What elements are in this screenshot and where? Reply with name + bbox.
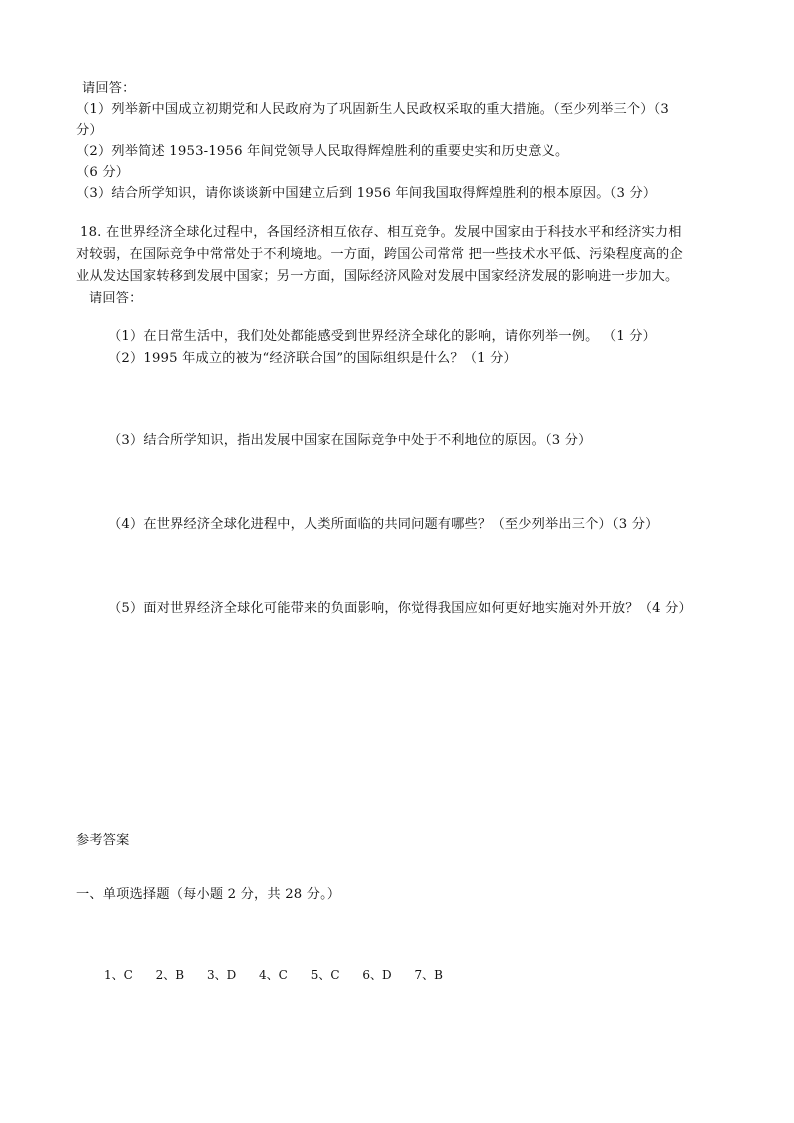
q18-prompt: 请回答： bbox=[89, 291, 143, 306]
q18-stem-line2: 对较弱，在国际竞争中常常处于不利境地。一方面，跨国公司常常 把一些技术水平低、污染程度高的企 bbox=[76, 247, 683, 262]
answer-item: 7、B bbox=[414, 968, 443, 982]
q18-sub4: （4）在世界经济全球化进程中，人类所面临的共同问题有哪些？（至少列举出三个）（3 分） bbox=[108, 517, 659, 532]
q18-sub5: （5）面对世界经济全球化可能带来的负面影响，你觉得我国应如何更好地实施对外开放？（4 分） bbox=[108, 601, 692, 616]
answer-item: 2、B bbox=[155, 968, 185, 982]
q17-sub2-line1: （2）列举简述 1953-1956 年间党领导人民取得辉煌胜利的重要史实和历史意义。 bbox=[76, 144, 569, 159]
q18-sub2: （2）1995 年成立的被为“经济联合国”的国际组织是什么？（1 分） bbox=[108, 351, 517, 366]
q17-sub3: （3）结合所学知识，请你谈谈新中国建立后到 1956 年间我国取得辉煌胜利的根本原因。（3 分） bbox=[76, 186, 657, 201]
answer-item: 4、C bbox=[259, 968, 288, 982]
q18-stem-line3: 业从发达国家转移到发展中国家；另一方面，国际经济风险对发展中国家经济发展的影响进一步加大。 bbox=[76, 269, 679, 284]
answer-item: 1、C bbox=[104, 968, 133, 982]
q17-sub2-line2: （6 分） bbox=[76, 165, 130, 180]
q18-sub1: （1）在日常生活中，我们处处都能感受到世界经济全球化的影响，请你列举一例。 （1 分） bbox=[108, 329, 657, 344]
q17-sub1-line2: 分） bbox=[76, 123, 103, 138]
answer-item: 3、D bbox=[206, 968, 237, 982]
answer-key-title: 参考答案 bbox=[76, 833, 130, 848]
answer-item: 6、D bbox=[362, 968, 392, 982]
answer-section1-heading: 一、单项选择题（每小题 2 分，共 28 分。） bbox=[76, 887, 341, 902]
q17-prompt: 请回答： bbox=[82, 81, 136, 96]
answers-row bbox=[104, 966, 462, 984]
q18-stem-line1: 18. 在世界经济全球化过程中，各国经济相互依存、相互竞争。发展中国家由于科技水平和经济实力相 bbox=[80, 225, 682, 240]
q17-sub1-line1: （1）列举新中国成立初期党和人民政府为了巩固新生人民政权采取的重大措施。（至少列举三个）（3 bbox=[76, 102, 670, 117]
q18-sub3: （3）结合所学知识，指出发展中国家在国际竞争中处于不利地位的原因。（3 分） bbox=[108, 433, 592, 448]
answer-item: 5、C bbox=[310, 968, 340, 982]
